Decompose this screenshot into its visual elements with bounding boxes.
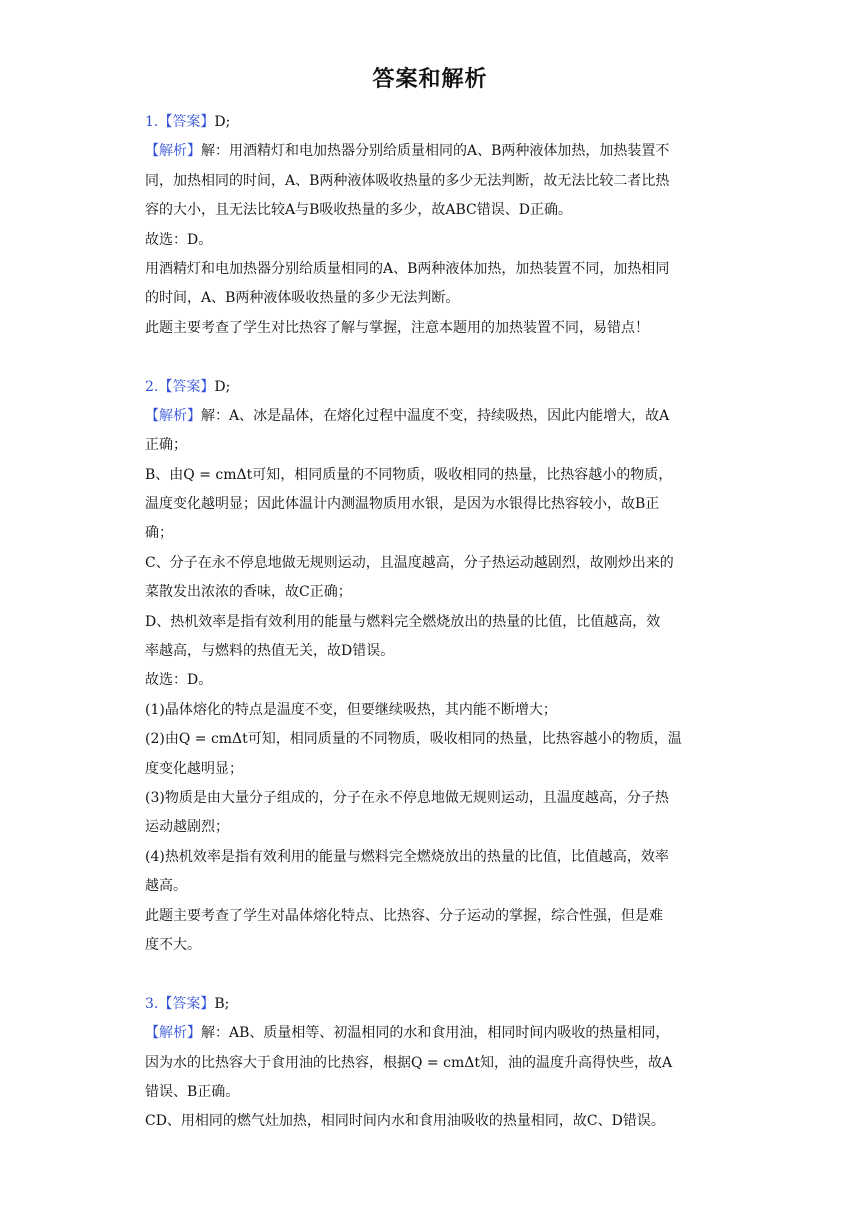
- text-line: [145, 431, 720, 460]
- explanation-tag: 【解析】: [145, 1025, 201, 1042]
- text-line: [145, 666, 720, 695]
- text-line: [145, 284, 720, 313]
- line-text: 此题主要考查了学生对晶体熔化特点、比热容、分子运动的掌握，综合性强，但是难: [145, 907, 663, 924]
- answer-line: [145, 990, 720, 1019]
- text-line: [145, 843, 720, 872]
- line-text: 运动越剧烈；: [145, 819, 229, 836]
- text-line: [145, 255, 720, 284]
- line-text: 容的大小，且无法比较A与B吸收热量的多少，故ABC错误、D正确。: [145, 202, 572, 219]
- text-line: [145, 578, 720, 607]
- question-number: 3.: [145, 995, 159, 1012]
- explanation-tag: 【解析】: [145, 407, 201, 424]
- line-text: 用酒精灯和电加热器分别给质量相同的A、B两种液体加热，加热装置不同，加热相同: [145, 260, 670, 277]
- line-text: 率越高，与燃料的热值无关，故D错误。: [145, 643, 395, 660]
- page-title: 答案和解析: [372, 66, 488, 92]
- answer-tag: 【答案】: [158, 995, 215, 1012]
- line-text: 因为水的比热容大于食用油的比热容，根据Q = cmΔt知，油的温度升高得快些，故A: [145, 1054, 673, 1071]
- answer-tag: 【答案】: [158, 114, 215, 130]
- text-line: [145, 461, 720, 490]
- line-text: 越高。: [145, 878, 187, 895]
- text-line: [145, 608, 720, 637]
- explanation-line: [145, 1019, 720, 1048]
- text-line: [145, 490, 720, 519]
- line-text: (1)晶体熔化的特点是温度不变，但要继续吸热，其内能不断增大；: [145, 701, 557, 718]
- text-line: [145, 226, 720, 255]
- line-text: 错误、B正确。: [145, 1083, 240, 1100]
- line-text: 度不大。: [145, 936, 201, 953]
- line-text: D;: [214, 378, 231, 395]
- line-text: 的时间，A、B两种液体吸收热量的多少无法判断。: [145, 290, 460, 307]
- line-text: B;: [214, 995, 230, 1012]
- text-line: [145, 519, 720, 548]
- blank-line: [145, 343, 720, 372]
- line-text: 故选：D。: [145, 231, 213, 248]
- question-number: 1.: [145, 114, 159, 130]
- line-text: 温度变化越明显；因此体温计内测温物质用水银，是因为水银得比热容较小，故B正: [145, 496, 660, 513]
- line-text: B、由Q = cmΔt可知，相同质量的不同物质，吸收相同的热量，比热容越小的物质，: [145, 466, 673, 483]
- explanation-line: [145, 137, 720, 166]
- text-line: [145, 549, 720, 578]
- line-text: (4)热机效率是指有效利用的能量与燃料完全燃烧放出的热量的比值，比值越高，效率: [145, 848, 669, 865]
- line-text: 解：AB、质量相等、初温相同的水和食用油，相同时间内吸收的热量相同，: [201, 1025, 670, 1042]
- answer-line: [145, 373, 720, 402]
- line-text: 解：用酒精灯和电加热器分别给质量相同的A、B两种液体加热，加热装置不: [201, 143, 670, 160]
- text-line: [145, 196, 720, 225]
- text-line: [145, 1078, 720, 1107]
- line-text: (3)物质是由大量分子组成的，分子在永不停息地做无规则运动，且温度越高，分子热: [145, 789, 669, 806]
- text-line: [145, 1107, 720, 1136]
- text-line: [145, 931, 720, 960]
- blank-line: [145, 960, 720, 989]
- answer-body: [145, 108, 720, 1137]
- text-line: [145, 725, 720, 754]
- line-text: 解：A、冰是晶体，在熔化过程中温度不变，持续吸热，因此内能增大，故A: [201, 407, 670, 424]
- line-text: 菜散发出浓浓的香味，故C正确；: [145, 584, 352, 601]
- line-text: 此题主要考查了学生对比热容了解与掌握，注意本题用的加热装置不同，易错点！: [145, 319, 649, 336]
- text-line: [145, 755, 720, 784]
- answer-line: [145, 108, 720, 137]
- line-text: 度变化越明显；: [145, 760, 243, 777]
- answer-tag: 【答案】: [158, 378, 215, 395]
- line-text: C、分子在永不停息地做无规则运动，且温度越高，分子热运动越剧烈，故刚炒出来的: [145, 554, 674, 571]
- explanation-tag: 【解析】: [145, 143, 201, 160]
- text-line: [145, 167, 720, 196]
- text-line: [145, 872, 720, 901]
- text-line: [145, 696, 720, 725]
- text-line: [145, 902, 720, 931]
- question-number: 2.: [145, 378, 159, 395]
- text-line: [145, 784, 720, 813]
- line-text: 确；: [145, 525, 173, 542]
- text-line: [145, 314, 720, 343]
- line-text: 同，加热相同的时间，A、B两种液体吸收热量的多少无法判断，故无法比较二者比热: [145, 172, 670, 189]
- line-text: D;: [214, 114, 231, 130]
- line-text: CD、用相同的燃气灶加热，相同时间内水和食用油吸收的热量相同，故C、D错误。: [145, 1113, 665, 1130]
- line-text: D、热机效率是指有效利用的能量与燃料完全燃烧放出的热量的比值，比值越高，效: [145, 613, 661, 630]
- text-line: [145, 637, 720, 666]
- line-text: 正确；: [145, 437, 187, 454]
- line-text: (2)由Q = cmΔt可知，相同质量的不同物质，吸收相同的热量，比热容越小的物质，温: [145, 731, 682, 748]
- text-line: [145, 1049, 720, 1078]
- explanation-line: [145, 402, 720, 431]
- line-text: 故选：D。: [145, 672, 213, 689]
- text-line: [145, 813, 720, 842]
